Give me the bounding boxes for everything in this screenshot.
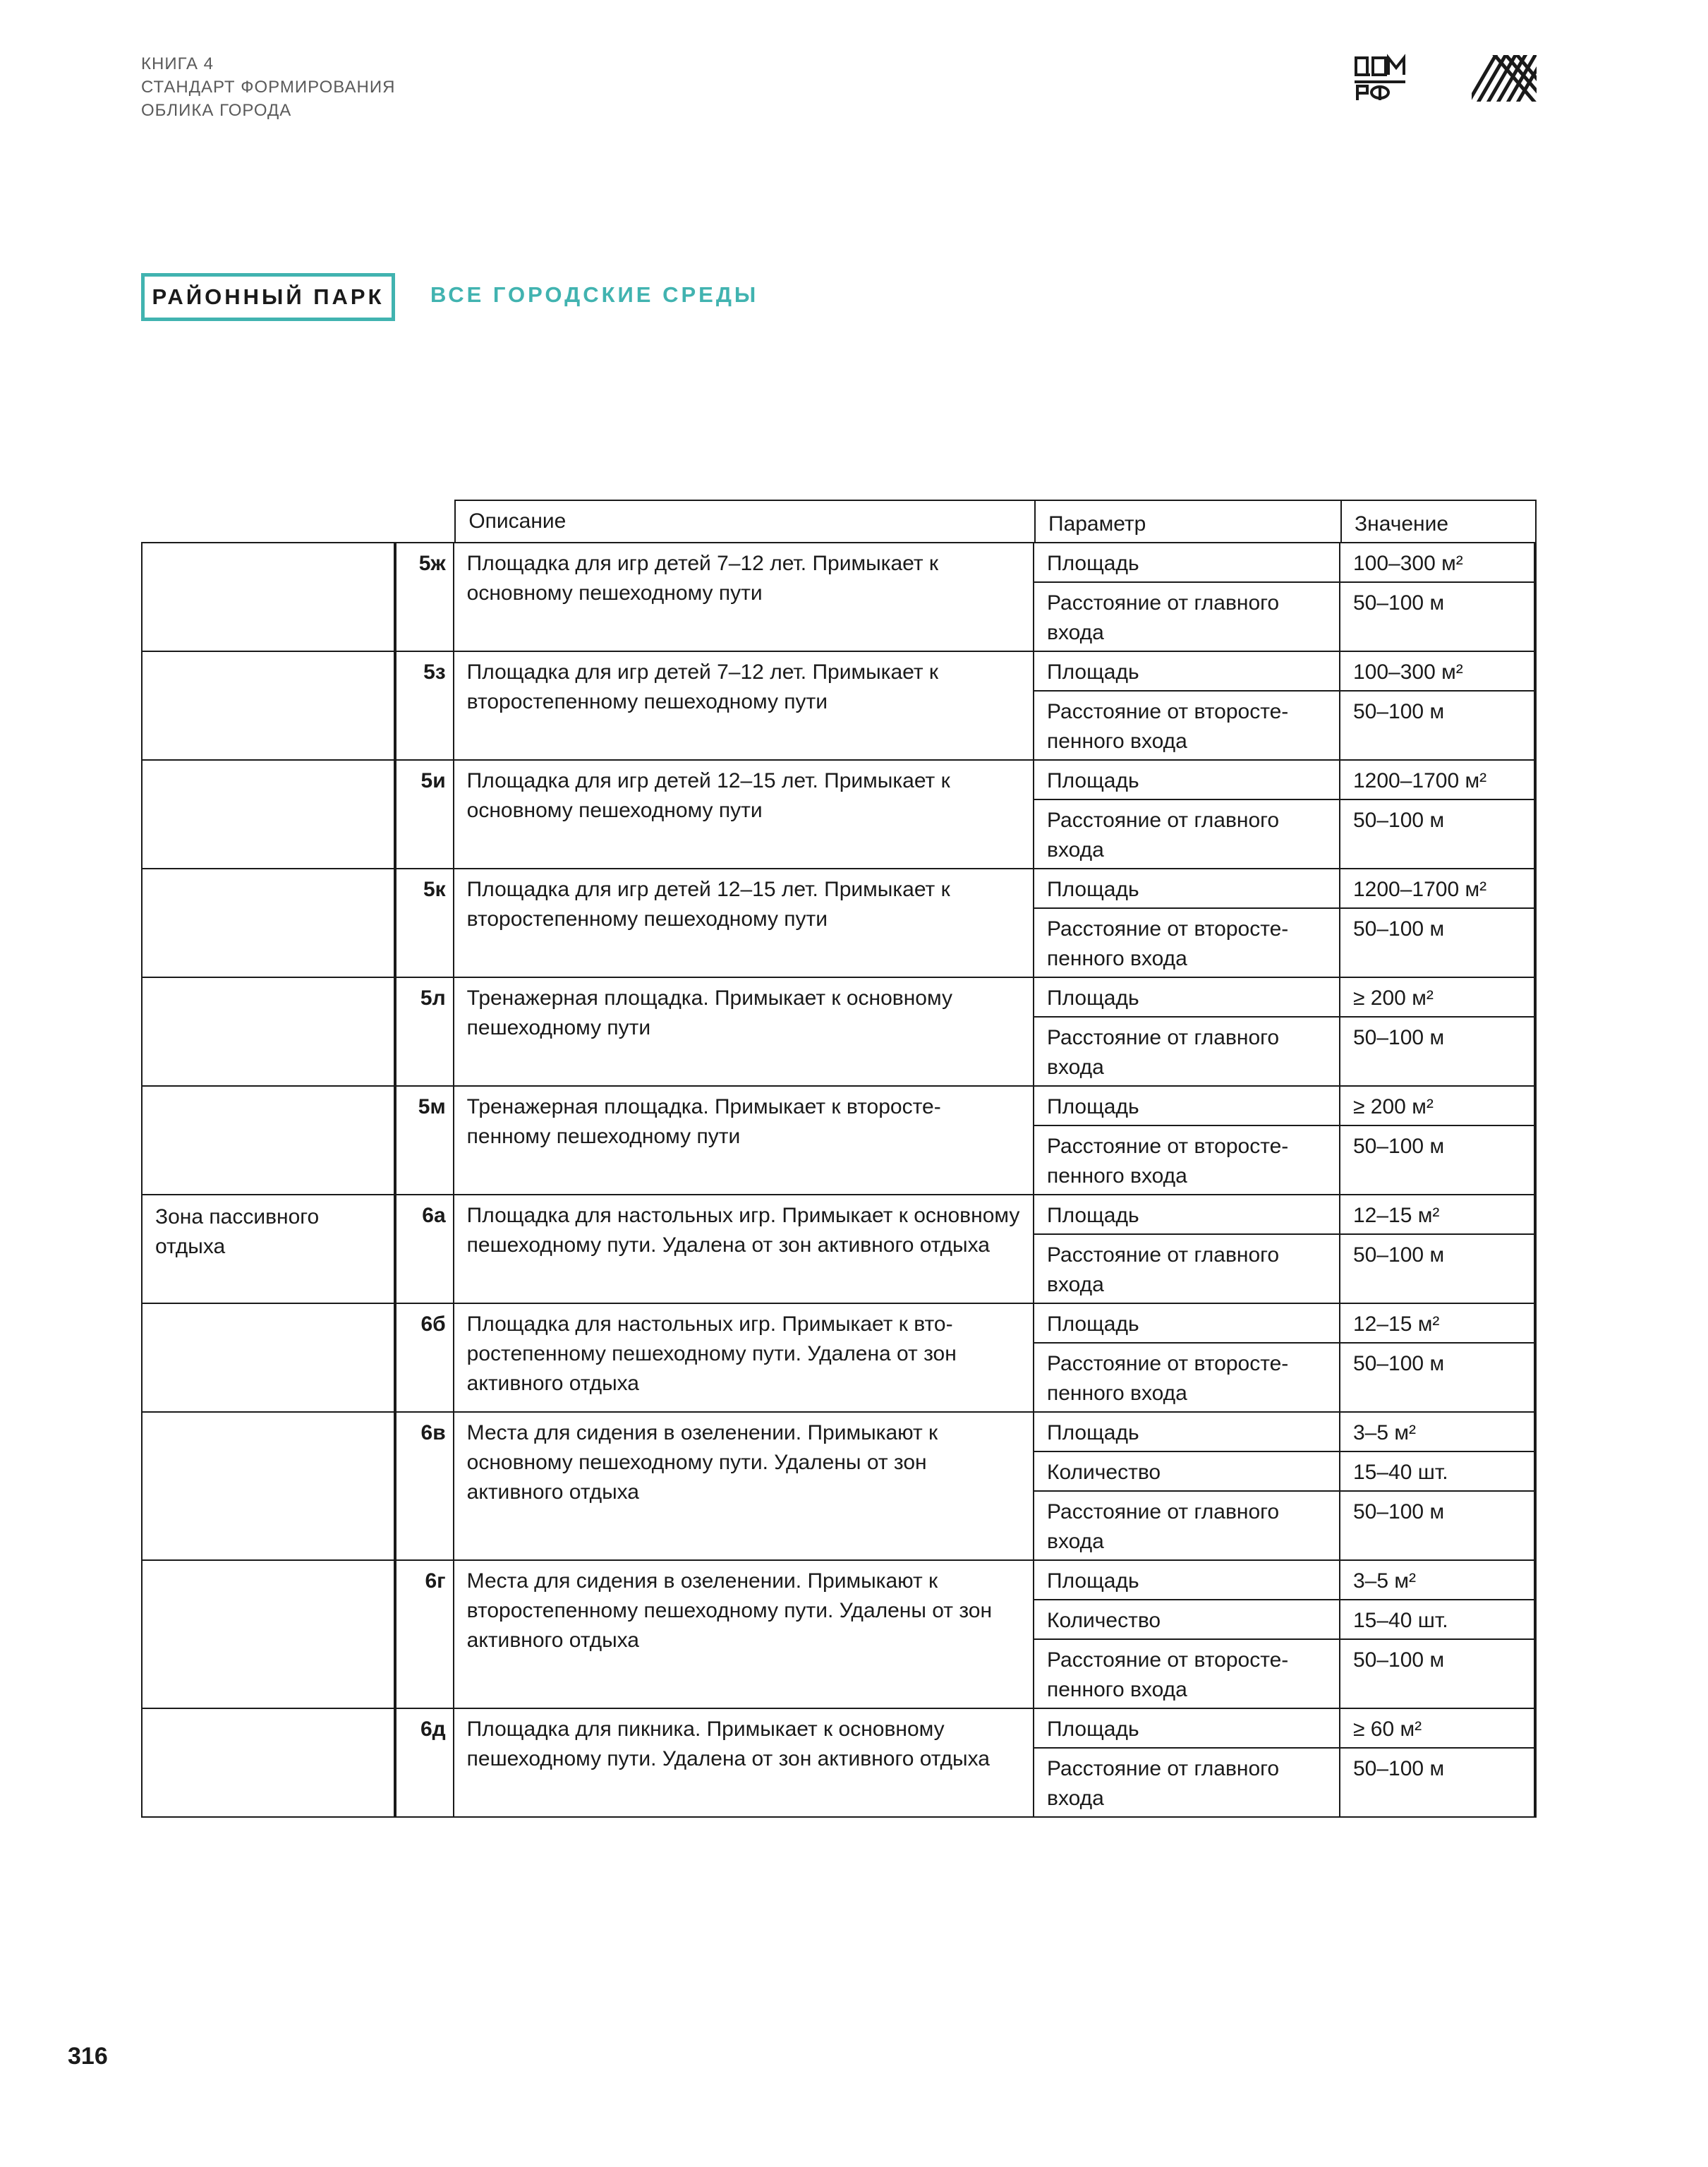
param-name: Площадь [1034, 1413, 1340, 1451]
param-value: 50–100 м [1353, 591, 1445, 615]
header-value: Значение [1355, 512, 1449, 536]
param-value: 1200–1700 м² [1353, 769, 1487, 792]
row-description: Тренажерная площадка. Примыкает к второсте-пенному пешеходному пути [454, 1087, 1034, 1194]
param-value: 12–15 м² [1353, 1204, 1440, 1227]
row-code: 6в [394, 1413, 454, 1559]
parameters-table [141, 500, 1537, 1818]
book-label-line-2: СТАНДАРТ ФОРМИРОВАНИЯ [141, 78, 396, 97]
row-params [1034, 761, 1537, 868]
row-code: 5м [394, 1087, 454, 1194]
param-row [1034, 1087, 1534, 1125]
row-params [1034, 543, 1537, 651]
param-name: Расстояние от главного входа [1034, 1235, 1340, 1303]
param-name: Расстояние от главного входа [1034, 1492, 1340, 1559]
param-value: ≥ 200 м² [1353, 986, 1434, 1010]
param-row [1034, 1195, 1534, 1233]
zone-cell: Зона пассивного отдыха [141, 1194, 394, 1816]
param-row [1034, 1638, 1534, 1708]
row-code: 5з [394, 652, 454, 759]
row-code: 6д [394, 1709, 454, 1816]
header-spacer [141, 500, 394, 542]
row-code: 5ж [394, 543, 454, 651]
param-row [1034, 978, 1534, 1016]
row-code: 6б [394, 1304, 454, 1411]
param-name: Площадь [1034, 761, 1340, 799]
row-params [1034, 652, 1537, 759]
param-value: 50–100 м [1353, 700, 1445, 723]
param-name: Площадь [1034, 652, 1340, 690]
row-code: 5к [394, 869, 454, 977]
param-value: 3–5 м² [1353, 1569, 1417, 1593]
param-name: Количество [1034, 1452, 1340, 1490]
zone-cell [141, 542, 394, 1194]
param-name: Расстояние от второсте-пенного входа [1034, 692, 1340, 759]
row-description: Тренажерная площадка. Примыкает к основному пешеходному пути [454, 978, 1034, 1085]
param-name: Площадь [1034, 1304, 1340, 1342]
param-name: Расстояние от главного входа [1034, 800, 1340, 868]
param-value: ≥ 60 м² [1353, 1718, 1422, 1741]
row-description: Площадка для игр детей 12–15 лет. Примыкает к основному пешеходному пути [454, 761, 1034, 868]
param-value: 50–100 м [1353, 1648, 1445, 1672]
row-params [1034, 1709, 1537, 1816]
param-value: 100–300 м² [1353, 552, 1463, 575]
table-body [141, 542, 1537, 1818]
header-params [1036, 500, 1537, 542]
param-row [1034, 1413, 1534, 1451]
param-value: 3–5 м² [1353, 1421, 1417, 1444]
table-header-row [141, 500, 1537, 542]
param-value: ≥ 200 м² [1353, 1095, 1434, 1118]
section-tag-all-environments: ВСЕ ГОРОДСКИЕ СРЕДЫ [430, 282, 759, 307]
param-name: Расстояние от второсте-пенного входа [1034, 1344, 1340, 1411]
row-params [1034, 978, 1537, 1085]
param-row [1034, 690, 1534, 759]
param-value: 50–100 м [1353, 1135, 1445, 1158]
param-row [1034, 1304, 1534, 1342]
table-bottom-border [141, 1816, 1537, 1818]
row-code: 6а [394, 1195, 454, 1303]
param-name: Площадь [1034, 978, 1340, 1016]
row-description: Площадка для настольных игр. Примыкает к основному пешеходному пути. Удалена от зон активного отдыха [454, 1195, 1034, 1303]
param-row [1034, 1747, 1534, 1816]
param-row [1034, 1125, 1534, 1194]
param-name: Количество [1034, 1600, 1340, 1638]
row-params [1034, 1304, 1537, 1411]
param-name: Площадь [1034, 1709, 1340, 1747]
param-name: Площадь [1034, 543, 1340, 581]
param-name: Площадь [1034, 869, 1340, 907]
param-row [1034, 1342, 1534, 1411]
param-row [1034, 1233, 1534, 1303]
param-value: 100–300 м² [1353, 660, 1463, 684]
row-code: 5и [394, 761, 454, 868]
header-description: Описание [454, 500, 1036, 542]
row-params [1034, 1087, 1537, 1194]
param-value: 12–15 м² [1353, 1312, 1440, 1336]
dom-rf-logo [1353, 54, 1407, 103]
param-row [1034, 1561, 1534, 1599]
header-parameter: Параметр [1036, 501, 1342, 542]
section-tag-label: РАЙОННЫЙ ПАРК [152, 284, 384, 309]
param-row [1034, 1599, 1534, 1638]
row-params [1034, 869, 1537, 977]
param-name: Расстояние от главного входа [1034, 1018, 1340, 1085]
param-row [1034, 799, 1534, 868]
param-row [1034, 907, 1534, 977]
row-description: Площадка для игр детей 12–15 лет. Примыкает к второстепенному пешеходному пути [454, 869, 1034, 977]
param-name: Расстояние от главного входа [1034, 1749, 1340, 1816]
param-value: 1200–1700 м² [1353, 878, 1487, 901]
param-value: 50–100 м [1353, 1500, 1445, 1523]
section-tag-district-park [141, 273, 395, 321]
param-row [1034, 543, 1534, 581]
row-code: 6г [394, 1561, 454, 1708]
param-row [1034, 1451, 1534, 1490]
param-row [1034, 1709, 1534, 1747]
row-params [1034, 1561, 1537, 1708]
param-value: 15–40 шт. [1353, 1609, 1448, 1632]
param-name: Расстояние от второсте-пенного входа [1034, 1126, 1340, 1194]
page-number: 316 [68, 2043, 108, 2070]
row-params [1034, 1195, 1537, 1303]
param-name: Расстояние от второсте-пенного входа [1034, 909, 1340, 977]
book-label-line-1: КНИГА 4 [141, 54, 214, 73]
param-value: 15–40 шт. [1353, 1461, 1448, 1484]
param-value: 50–100 м [1353, 1026, 1445, 1049]
param-value: 50–100 м [1353, 1757, 1445, 1780]
param-name: Расстояние от второсте-пенного входа [1034, 1640, 1340, 1708]
row-description: Площадка для пикника. Примыкает к основному пешеходному пути. Удалена от зон активного отдыха [454, 1709, 1034, 1816]
param-value: 50–100 м [1353, 809, 1445, 832]
param-name: Площадь [1034, 1087, 1340, 1125]
row-description: Площадка для игр детей 7–12 лет. Примыкает к второстепенному пешеходному пути [454, 652, 1034, 759]
param-name: Площадь [1034, 1195, 1340, 1233]
row-description: Места для сидения в озеленении. Примыкают к основному пешеходному пути. Удалены от зон активного отдыха [454, 1413, 1034, 1559]
param-value: 50–100 м [1353, 1352, 1445, 1375]
row-description: Площадка для настольных игр. Примыкает к вто-ростепенному пешеходному пути. Удалена от зон активного отдыха [454, 1304, 1034, 1411]
header-code-spacer [394, 500, 454, 542]
row-params [1034, 1413, 1537, 1559]
param-row [1034, 581, 1534, 651]
param-name: Площадь [1034, 1561, 1340, 1599]
book-label-line-3: ОБЛИКА ГОРОДА [141, 101, 292, 120]
book-label [141, 52, 395, 122]
pattern-logo [1472, 55, 1537, 102]
param-value: 50–100 м [1353, 917, 1445, 941]
param-value: 50–100 м [1353, 1243, 1445, 1267]
row-description: Площадка для игр детей 7–12 лет. Примыкает к основному пешеходному пути [454, 543, 1034, 651]
param-row [1034, 869, 1534, 907]
param-row [1034, 761, 1534, 799]
row-code: 5л [394, 978, 454, 1085]
row-description: Места для сидения в озеленении. Примыкают к второстепенному пешеходному пути. Удалены от зон активного отдыха [454, 1561, 1034, 1708]
param-row [1034, 1016, 1534, 1085]
param-name: Расстояние от главного входа [1034, 583, 1340, 651]
param-row [1034, 652, 1534, 690]
param-row [1034, 1490, 1534, 1559]
